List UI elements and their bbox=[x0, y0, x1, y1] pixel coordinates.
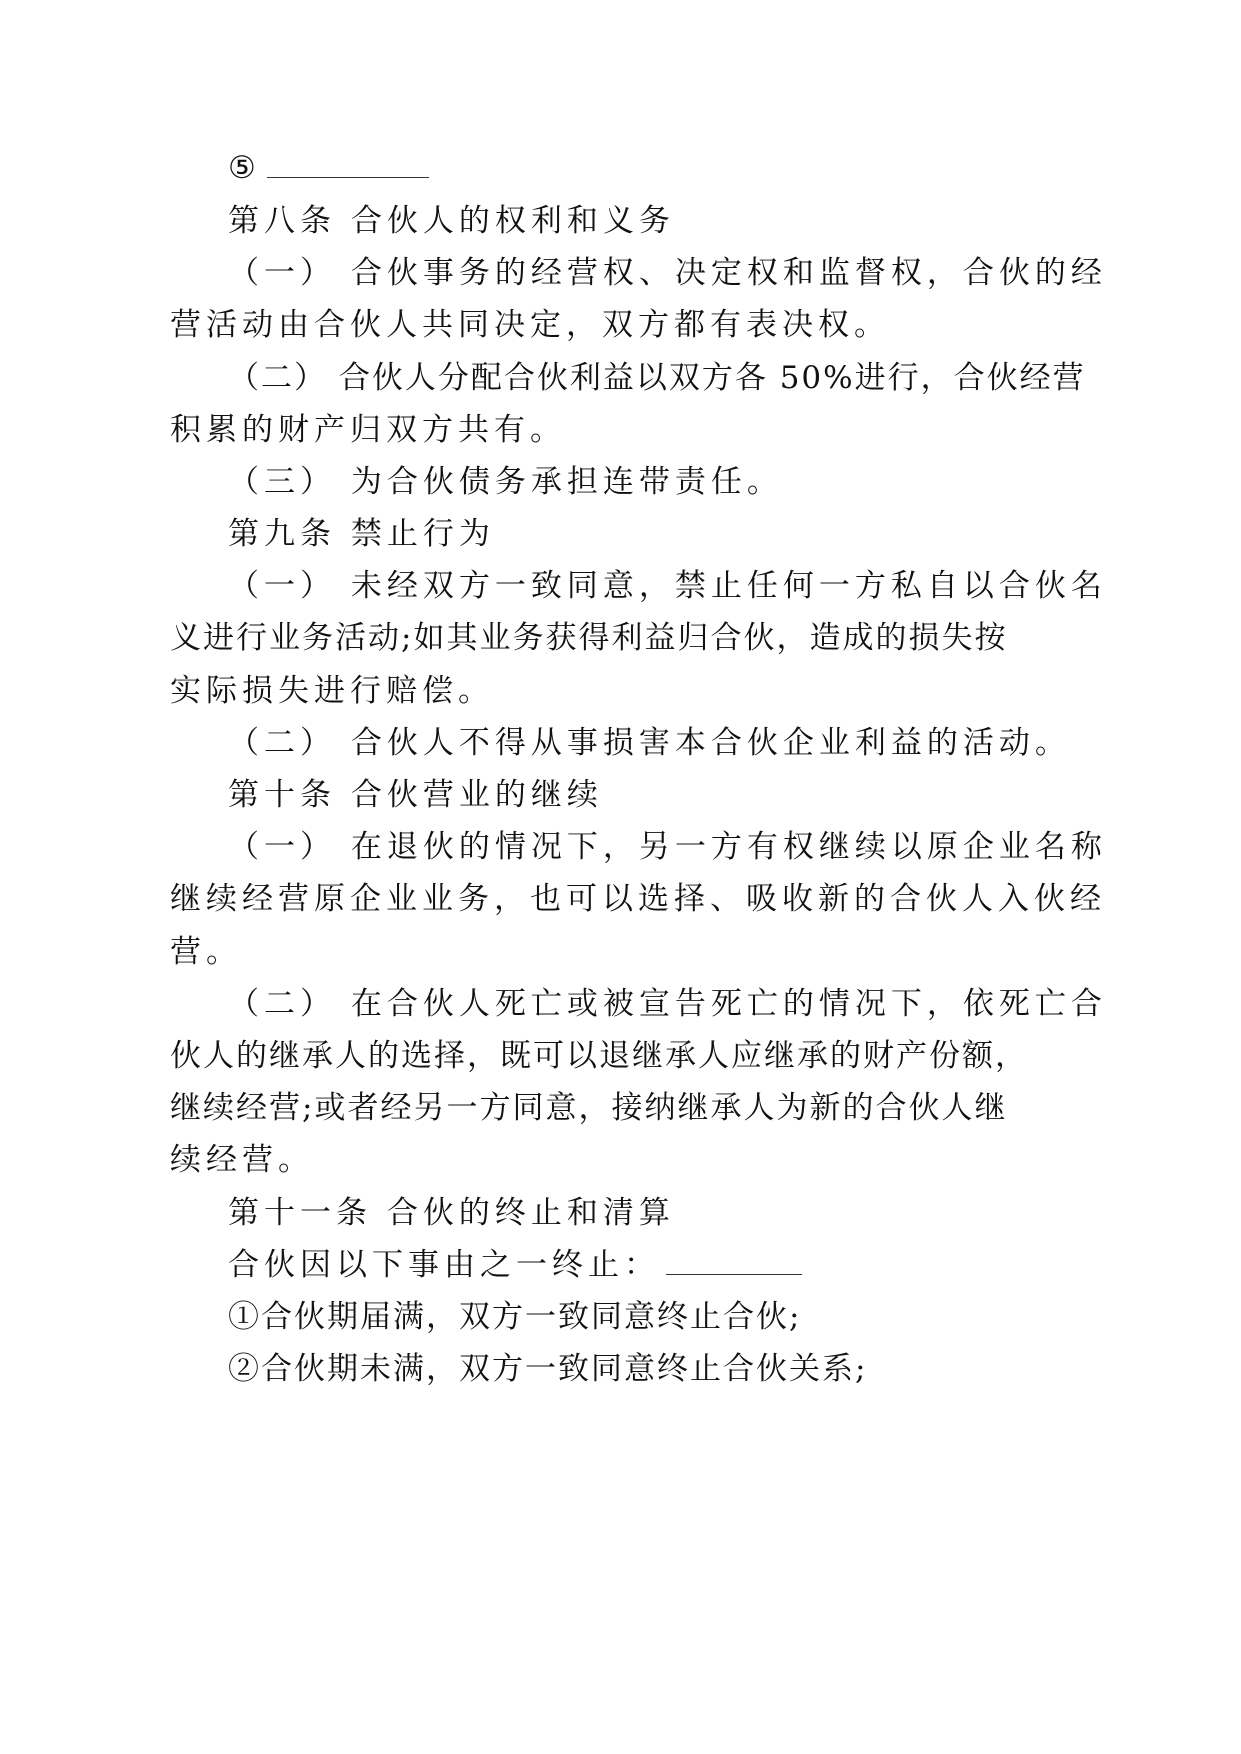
paragraph-line: （一） 合伙事务的经营权、决定权和监督权，合伙的经 bbox=[228, 255, 1107, 291]
list-item-5 bbox=[228, 148, 429, 188]
paragraph-line: 继续经营;或者经另一方同意，接纳继承人为新的合伙人继 bbox=[170, 1090, 1008, 1126]
paragraph-line: （三） 为合伙债务承担连带责任。 bbox=[228, 464, 783, 500]
fill-in-blank bbox=[666, 1250, 802, 1275]
paragraph-line: （一） 未经双方一致同意，禁止任何一方私自以合伙名 bbox=[228, 568, 1107, 604]
paragraph-line: 续经营。 bbox=[170, 1142, 314, 1178]
paragraph-line: （二） 合伙人不得从事损害本合伙企业利益的活动。 bbox=[228, 725, 1071, 761]
paragraph-line: （二） 合伙人分配合伙利益以双方各 50%进行，合伙经营 bbox=[228, 360, 1086, 396]
paragraph-line: 积累的财产归双方共有。 bbox=[170, 412, 566, 448]
paragraph-line: 继续经营原企业业务，也可以选择、吸收新的合伙人入伙经 bbox=[170, 881, 1106, 917]
paragraph-line: 营活动由合伙人共同决定，双方都有表决权。 bbox=[170, 307, 890, 343]
paragraph-line: 营。 bbox=[170, 934, 242, 970]
item-text: ⑤ bbox=[228, 150, 261, 186]
list-item-1: ①合伙期届满，双方一致同意终止合伙; bbox=[228, 1299, 802, 1335]
paragraph-line: 义进行业务活动;如其业务获得利益归合伙，造成的损失按 bbox=[170, 620, 1008, 656]
article-11-heading: 第十一条 合伙的终止和清算 bbox=[228, 1195, 675, 1231]
article-9-heading: 第九条 禁止行为 bbox=[228, 516, 495, 552]
paragraph-line: （二） 在合伙人死亡或被宣告死亡的情况下，依死亡合 bbox=[228, 986, 1107, 1022]
article-8-heading: 第八条 合伙人的权利和义务 bbox=[228, 203, 675, 239]
fill-in-blank bbox=[267, 153, 429, 178]
list-item-2: ②合伙期未满，双方一致同意终止合伙关系; bbox=[228, 1351, 868, 1387]
paragraph-line: 伙人的继承人的选择，既可以退继承人应继承的财产份额， bbox=[170, 1038, 1028, 1074]
paragraph-line: （一） 在退伙的情况下，另一方有权继续以原企业名称 bbox=[228, 829, 1107, 865]
article-10-heading: 第十条 合伙营业的继续 bbox=[228, 777, 603, 813]
paragraph-line: 实际损失进行赔偿。 bbox=[170, 673, 494, 709]
intro-text: 合伙因以下事由之一终止： bbox=[228, 1247, 660, 1283]
termination-intro bbox=[228, 1245, 802, 1285]
